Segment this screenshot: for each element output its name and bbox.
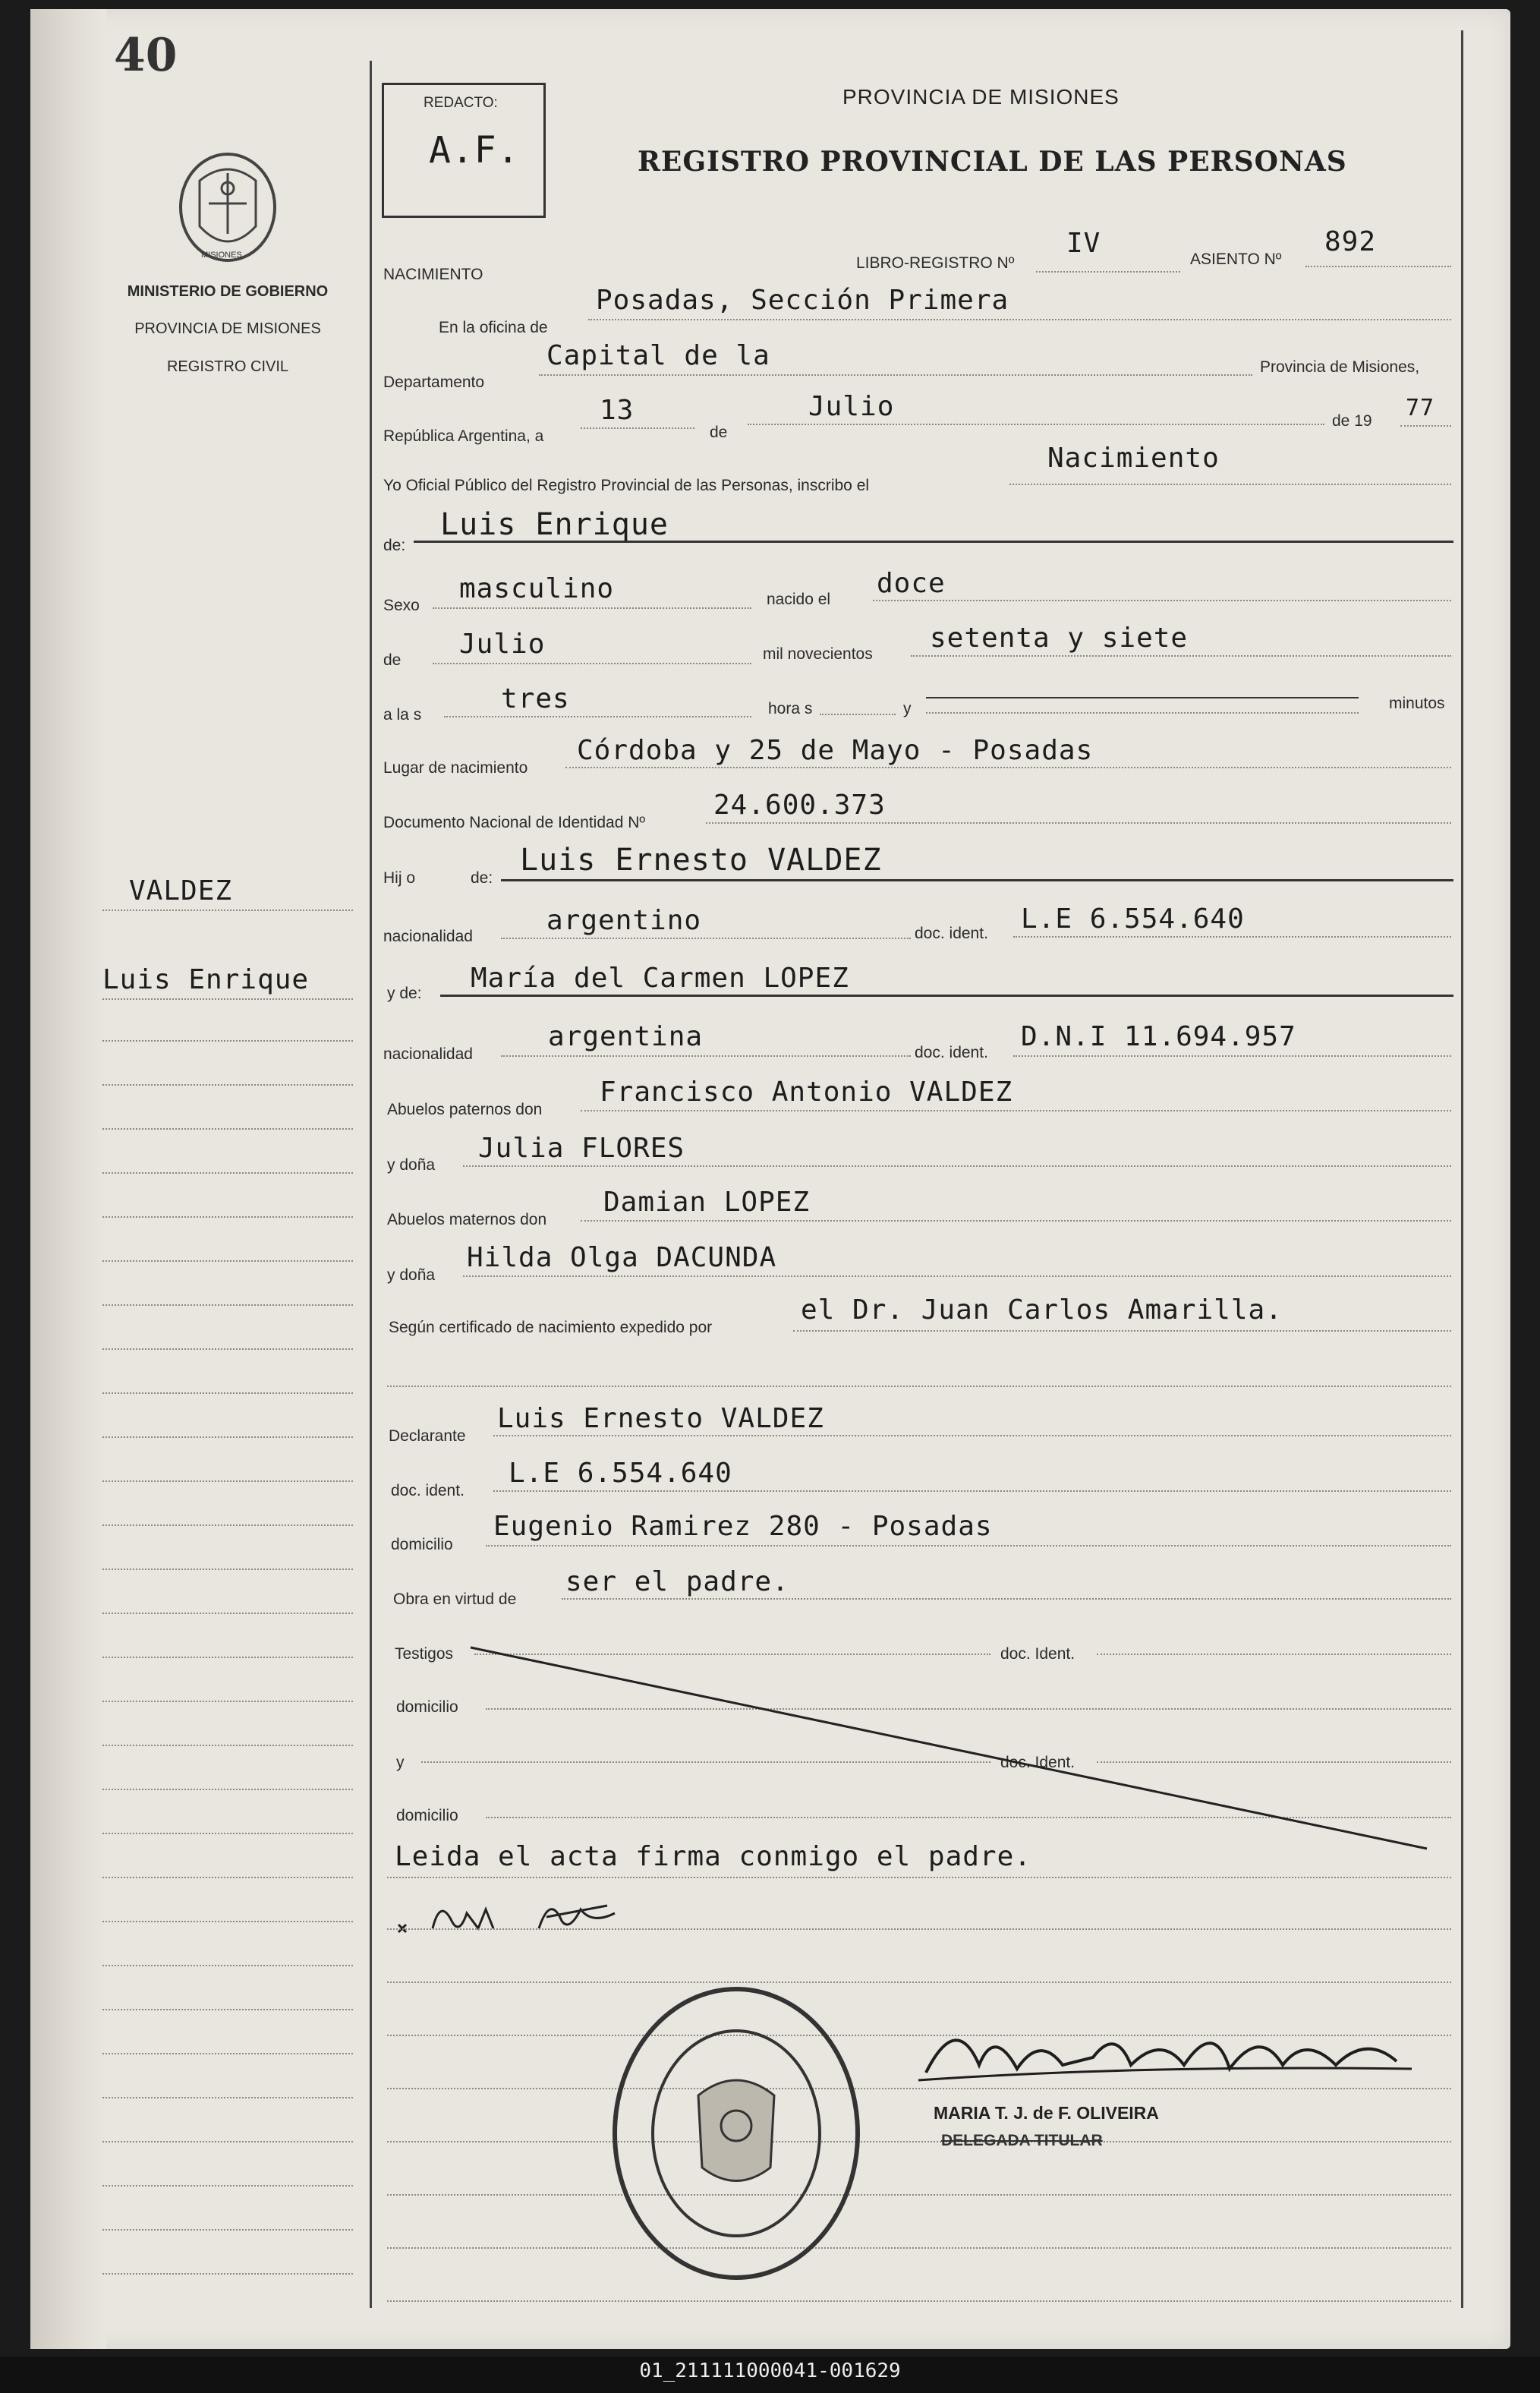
minutos-label: minutos <box>1389 695 1445 712</box>
ab-pat-label: Abuelos paternos don <box>387 1101 543 1118</box>
hijo-label: Hij o <box>383 869 416 887</box>
footer-id: 01_211111000041-001629 <box>639 2360 901 2382</box>
t-doc1-label: doc. Ident. <box>1000 1645 1075 1663</box>
alas-label: a la s <box>383 706 422 724</box>
child-name-value: Luis Enrique <box>440 507 669 542</box>
ministry-label: MINISTERIO DE GOBIERNO <box>127 283 329 300</box>
provincia-label: Provincia de Misiones, <box>1260 358 1420 376</box>
ab-mat-value: Damian LOPEZ <box>603 1187 811 1218</box>
province-heading: PROVINCIA DE MISIONES <box>842 85 1120 109</box>
registry-heading: REGISTRO PROVINCIAL DE LAS PERSONAS <box>638 146 1347 178</box>
decl-value: Luis Ernesto VALDEZ <box>497 1403 824 1434</box>
official-title: DELEGADA TITULAR <box>941 2132 1103 2149</box>
birth-de-label: de <box>383 651 402 669</box>
year-label: de 19 <box>1332 412 1372 430</box>
declarant-signature <box>395 1883 638 1944</box>
hora-value: tres <box>501 683 570 714</box>
t-y-label: y <box>396 1754 405 1771</box>
nacido-value: doce <box>877 568 946 599</box>
domicilio-label: domicilio <box>391 1536 453 1553</box>
oficina-value: Posadas, Sección Primera <box>596 285 1009 316</box>
official-signature <box>911 2004 1427 2095</box>
mother-value: María del Carmen LOPEZ <box>471 963 849 994</box>
ab-pat-value: Francisco Antonio VALDEZ <box>600 1077 1013 1108</box>
ab-mat-label: Abuelos maternos don <box>387 1211 547 1228</box>
libro-value: IV <box>1066 228 1101 259</box>
nacido-label: nacido el <box>767 591 831 608</box>
birth-month-value: Julio <box>459 629 546 660</box>
sexo-value: masculino <box>459 573 615 604</box>
nac1-label: nacionalidad <box>383 928 473 945</box>
nac2-value: argentina <box>548 1021 704 1052</box>
sexo-label: Sexo <box>383 597 420 614</box>
republica-label: República Argentina, a <box>383 427 544 445</box>
decl-doc-label: doc. ident. <box>391 1482 465 1499</box>
asiento-value: 892 <box>1324 226 1377 257</box>
official-seal <box>607 1982 865 2285</box>
testigos-label: Testigos <box>395 1645 454 1663</box>
redacto-label: REDACTO: <box>424 95 498 111</box>
cross-out-line <box>455 1632 1442 1860</box>
cert-label: Según certificado de nacimiento expedido por <box>389 1319 713 1336</box>
doc2-value: D.N.I 11.694.957 <box>1021 1021 1296 1052</box>
lugar-value: Córdoba y 25 de Mayo - Posadas <box>577 735 1094 766</box>
domicilio-value: Eugenio Ramirez 280 - Posadas <box>493 1511 993 1542</box>
mil-label: mil novecientos <box>763 645 873 663</box>
oficial-label: Yo Oficial Público del Registro Provincial de las Personas, inscribo el <box>383 477 870 494</box>
province-label: PROVINCIA DE MISIONES <box>134 320 321 337</box>
libro-label: LIBRO-REGISTRO Nº <box>856 254 1015 272</box>
dona1-value: Julia FLORES <box>478 1133 685 1164</box>
name-de-label: de: <box>383 537 406 554</box>
oficina-label: En la oficina de <box>439 319 548 336</box>
dni-label: Documento Nacional de Identidad Nº <box>383 814 646 831</box>
mil-value: setenta y siete <box>930 623 1189 654</box>
right-border <box>1461 30 1463 2308</box>
closing-value: Leida el acta firma conmigo el padre. <box>395 1841 1031 1872</box>
departamento-value: Capital de la <box>546 340 770 371</box>
redacto-value: A.F. <box>429 129 520 172</box>
cert-value: el Dr. Juan Carlos Amarilla. <box>801 1294 1283 1326</box>
act-type-label: NACIMIENTO <box>383 266 483 283</box>
doc1-value: L.E 6.554.640 <box>1021 903 1245 935</box>
official-name: MARIA T. J. de F. OLIVEIRA <box>934 2103 1159 2123</box>
dona2-value: Hilda Olga DACUNDA <box>467 1242 777 1273</box>
margin-surname: VALDEZ <box>129 875 233 906</box>
hora-label: hora s <box>768 700 813 717</box>
father-value: Luis Ernesto VALDEZ <box>520 843 882 878</box>
date-de-label: de <box>710 424 728 441</box>
dona2-label: y doña <box>387 1266 436 1284</box>
lugar-label: Lugar de nacimiento <box>383 759 528 777</box>
year-value: 77 <box>1406 395 1435 421</box>
day-value: 13 <box>600 395 635 426</box>
obra-value: ser el padre. <box>565 1566 789 1597</box>
t-doc2-label: doc. Ident. <box>1000 1754 1075 1771</box>
dni-value: 24.600.373 <box>713 790 886 821</box>
column-divider <box>370 61 372 2308</box>
decl-label: Declarante <box>389 1427 466 1445</box>
month-value: Julio <box>808 391 895 422</box>
asiento-label: ASIENTO Nº <box>1190 251 1282 268</box>
nac1-value: argentino <box>546 905 702 936</box>
yde-label: y de: <box>387 985 422 1002</box>
civil-registry-label: REGISTRO CIVIL <box>166 358 289 375</box>
decl-doc-value: L.E 6.554.640 <box>509 1458 732 1489</box>
margin-given-names: Luis Enrique <box>102 964 310 995</box>
t-dom2-label: domicilio <box>396 1807 458 1824</box>
departamento-label: Departamento <box>383 374 485 391</box>
hijo-de-label: de: <box>471 869 493 887</box>
oficial-value: Nacimiento <box>1047 443 1220 474</box>
emblem-text: MISIONES <box>201 251 242 260</box>
y-label: y <box>903 700 912 717</box>
doc2-label: doc. ident. <box>915 1044 988 1061</box>
doc1-label: doc. ident. <box>915 925 988 942</box>
t-dom1-label: domicilio <box>396 1698 458 1716</box>
nac2-label: nacionalidad <box>383 1045 473 1063</box>
page-number: 40 <box>114 29 178 82</box>
dona1-label: y doña <box>387 1156 436 1174</box>
obra-label: Obra en virtud de <box>393 1591 517 1608</box>
